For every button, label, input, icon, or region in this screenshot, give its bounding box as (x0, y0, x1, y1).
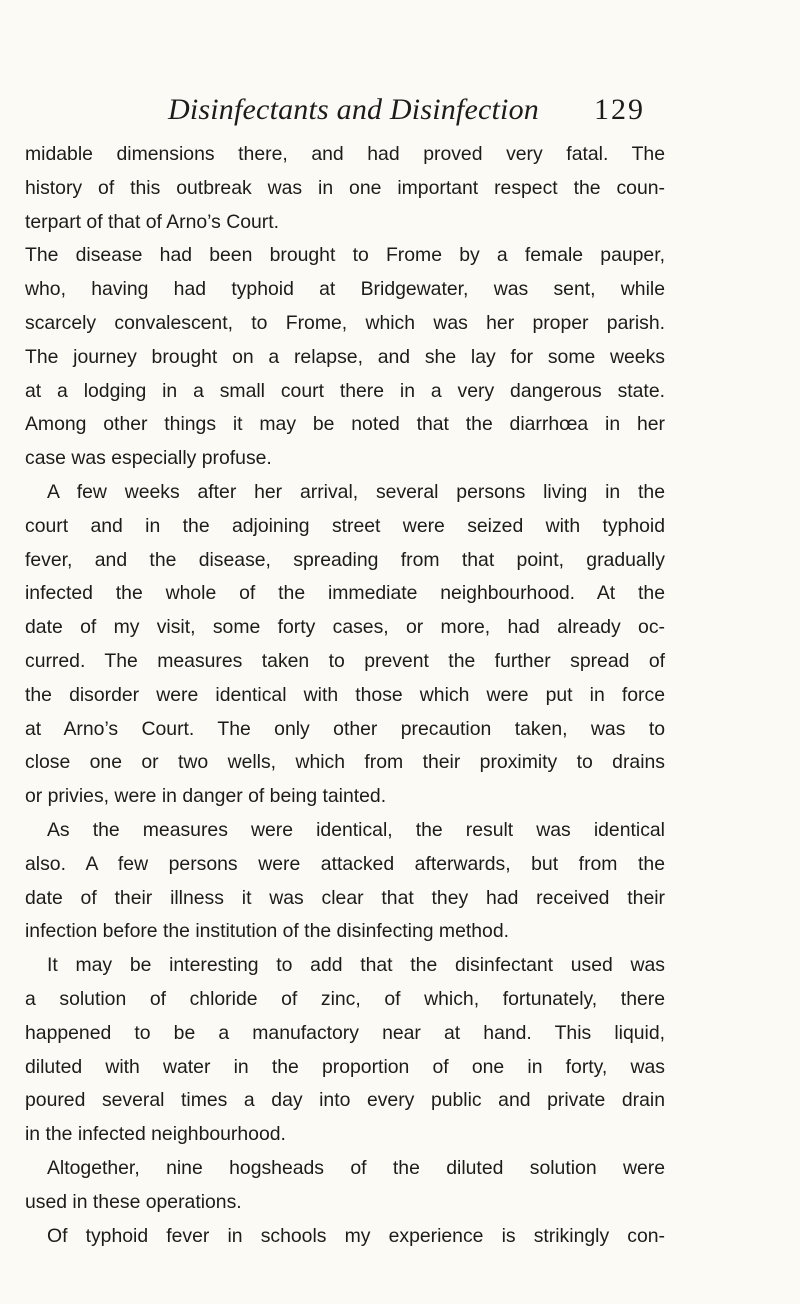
text-line: diluted with water in the proportion of one in forty, was (25, 1055, 665, 1078)
text-line: terpart of that of Arno’s Court. (25, 210, 280, 233)
text-line: history of this outbreak was in one important respect the coun- (25, 176, 665, 199)
text-line: at Arno’s Court. The only other precaution taken, was to (25, 717, 665, 740)
text-line: The disease had been brought to Frome by a female pauper, (25, 244, 665, 267)
text-line: Among other things it may be noted that the diarrhœa in her (25, 413, 665, 436)
text-line: curred. The measures taken to prevent the further spread of (25, 649, 665, 672)
running-title: Disinfectants and Disinfection (168, 93, 539, 126)
text-line: a solution of chloride of zinc, of which, fortunately, there (25, 987, 665, 1010)
text-line: date of my visit, some forty cases, or more, had already oc- (25, 616, 665, 639)
text-line: in the infected neighbourhood. (25, 1123, 286, 1146)
text-line: fever, and the disease, spreading from that point, gradually (25, 548, 665, 571)
text-line: It may be interesting to add that the disinfectant used was (47, 954, 665, 977)
text-line: court and in the adjoining street were seized with typhoid (25, 514, 665, 537)
text-line: As the measures were identical, the result was identical (47, 818, 665, 841)
text-line: date of their illness it was clear that they had received their (25, 886, 665, 909)
text-line: midable dimensions there, and had proved very fatal. The (25, 143, 665, 165)
text-line: happened to be a manufactory near at hand. This liquid, (25, 1021, 665, 1044)
text-line: poured several times a day into every public and private drain (25, 1089, 665, 1112)
text-line: or privies, were in danger of being tainted. (25, 785, 387, 808)
text-line: infected the whole of the immediate neighbourhood. At the (25, 582, 665, 605)
text-line: at a lodging in a small court there in a very dangerous state. (25, 379, 665, 402)
body-text (25, 138, 665, 1253)
text-line: also. A few persons were attacked afterwards, but from the (25, 852, 665, 875)
text-line: used in these operations. (25, 1190, 242, 1213)
text-line: Of typhoid fever in schools my experience is strikingly con- (47, 1224, 665, 1247)
text-line: case was especially profuse. (25, 447, 272, 470)
running-head (0, 92, 800, 132)
text-line: the disorder were identical with those which were put in force (25, 683, 665, 706)
text-line: A few weeks after her arrival, several persons living in the (47, 480, 665, 503)
text-line: infection before the institution of the disinfecting method. (25, 920, 509, 943)
text-line: close one or two wells, which from their proximity to drains (25, 751, 665, 774)
text-line: who, having had typhoid at Bridgewater, was sent, while (25, 278, 665, 301)
page-number: 129 (594, 93, 645, 126)
text-line: scarcely convalescent, to Frome, which was her proper parish. (25, 311, 665, 334)
text-line: Altogether, nine hogsheads of the diluted solution were (47, 1156, 665, 1179)
text-line: The journey brought on a relapse, and she lay for some weeks (25, 345, 665, 368)
